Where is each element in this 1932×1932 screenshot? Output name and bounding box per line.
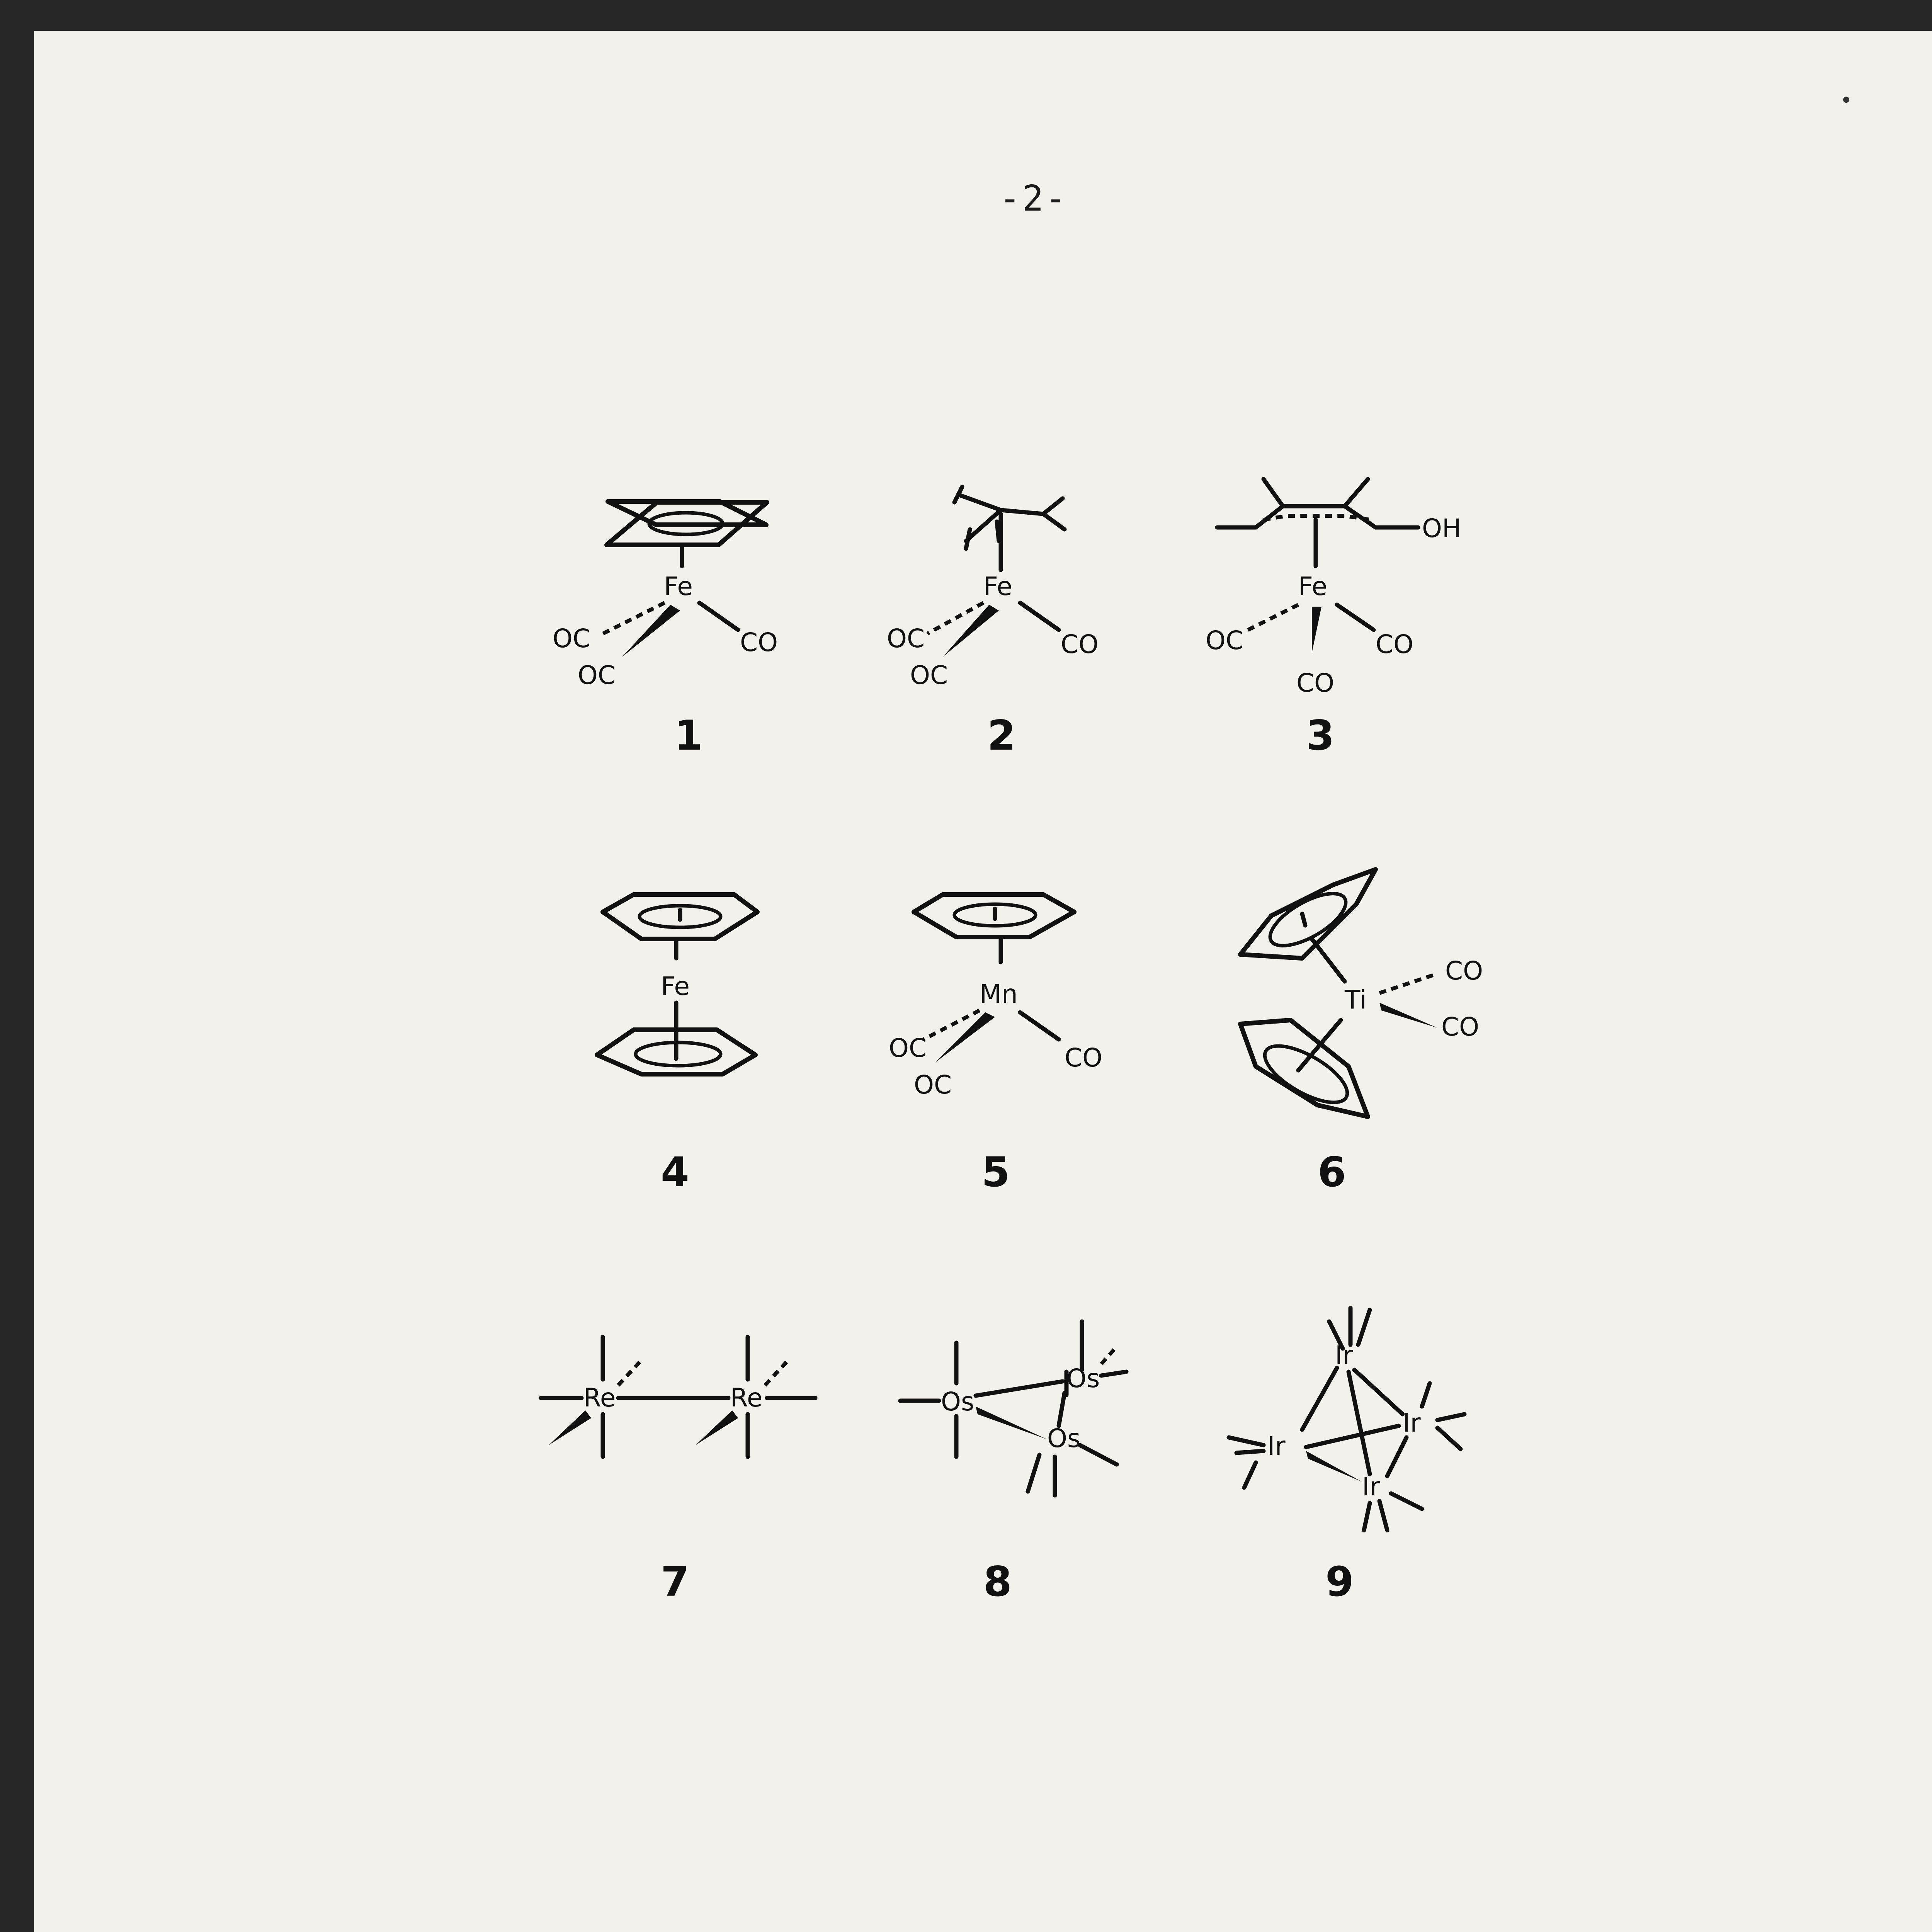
metal-label: Os [1047, 1423, 1081, 1453]
structure-9 [1229, 1308, 1464, 1530]
metal-label: Fe [664, 571, 693, 601]
co-label: OC [553, 624, 591, 653]
co-label: OC [914, 1070, 952, 1100]
metal-label: Ir [1362, 1472, 1380, 1502]
metal-label: Fe [983, 571, 1012, 601]
cyclopentadienyl-ring [1240, 869, 1376, 958]
structure-label: 7 [661, 1558, 689, 1605]
metal-label: Mn [980, 979, 1018, 1009]
structure-label: 9 [1325, 1558, 1354, 1605]
metal-label: Fe [661, 971, 690, 1001]
structure-label: 6 [1318, 1148, 1346, 1196]
co-label: CO [1065, 1043, 1103, 1073]
structure-label: 2 [987, 712, 1016, 759]
page-number: -2- [999, 178, 1068, 219]
structure-1 [553, 502, 778, 690]
metal-label: Os [1066, 1364, 1100, 1393]
metal-label: Re [730, 1383, 763, 1413]
co-label: OC [889, 1033, 927, 1063]
structure-4 [597, 895, 757, 1074]
structure-2 [887, 487, 1099, 690]
structure-6 [1240, 869, 1483, 1117]
co-label: OC [1206, 626, 1244, 655]
co-label: CO [1376, 629, 1414, 659]
metal-label: Ir [1403, 1408, 1421, 1438]
metal-label: Ti [1345, 985, 1367, 1015]
structure-7 [541, 1337, 815, 1457]
metal-label: Re [583, 1383, 616, 1413]
co-label: CO [1296, 668, 1335, 698]
co-label: CO [740, 628, 778, 657]
oh-label: OH [1422, 514, 1461, 543]
co-label: OC [578, 660, 616, 690]
metal-label: Os [941, 1387, 975, 1417]
metal-label: Ir [1267, 1431, 1286, 1461]
co-label: OC [887, 624, 925, 653]
structure-label: 8 [983, 1558, 1012, 1605]
structure-label: 5 [981, 1148, 1010, 1196]
structure-label: 4 [661, 1148, 689, 1196]
structure-5 [889, 895, 1102, 1100]
structure-3 [1206, 479, 1461, 698]
co-label: OC [910, 660, 948, 690]
structure-label: 3 [1306, 712, 1335, 759]
structure-8 [900, 1321, 1126, 1495]
cyclopentadienyl-ring [1240, 1020, 1368, 1117]
metal-label: Fe [1298, 571, 1327, 601]
metal-label: Ir [1335, 1340, 1353, 1370]
co-label: CO [1441, 1012, 1480, 1042]
co-label: CO [1445, 956, 1483, 986]
co-label: CO [1061, 629, 1099, 659]
structure-label: 1 [674, 712, 703, 759]
